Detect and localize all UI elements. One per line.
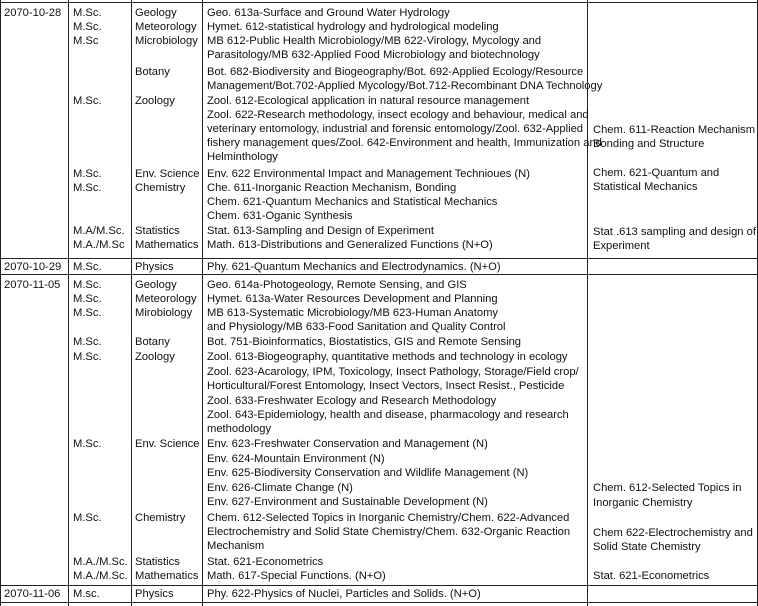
subject-line: Chem. 612-Selected Topics in Inorganic Chemistry/Chem. 622-Advanced [207,512,570,524]
practical-line: Stat .613 sampling and design of [593,226,756,238]
degree-cell: M.sc. [73,588,100,600]
column-divider-department [202,0,203,606]
degree-cell: M.Sc. [73,7,102,19]
subject-line: Management/Bot.702-Applied Mycology/Bot.712-Recombinant DNA Technology [207,80,603,92]
practical-line: Statistical Mechanics [593,181,698,193]
department-cell: Chemistry [135,512,186,524]
department-cell: Physics [135,588,174,600]
subject-line: Chem. 621-Quantum Mechanics and Statistical Mechanics [207,196,498,208]
subject-line: Bot. 751-Bioinformatics, Biostatistics, GIS and Remote Sensing [207,336,522,348]
subject-line: Parasitology/MB 632-Applied Food Microbiology and biotechnology [207,49,540,61]
column-divider-degree [131,0,132,606]
subject-line: Che. 611-Inorganic Reaction Mechanism, Bonding [207,182,457,194]
subject-line: Zool. 612-Ecological application in natural resource management [207,95,530,107]
degree-cell: M.Sc. [73,182,102,194]
department-cell: Mathematics [135,239,199,251]
practical-line: Experiment [593,240,650,252]
exam-date: 2070-10-29 [4,261,62,273]
subject-line: MB 613-Systematic Microbiology/MB 623-Human Anatomy [207,307,498,319]
degree-cell: M.Sc. [73,279,102,291]
department-cell: Env. Science [135,168,200,180]
subject-line: Env. 624-Mountain Environment (N) [207,453,385,465]
degree-cell: M.Sc. [73,21,102,33]
subject-line: Env. 625-Biodiversity Conservation and Wildlife Management (N) [207,467,529,479]
subject-line: Math. 617-Special Functions. (N+O) [207,570,386,582]
department-cell: Meteorology [135,21,197,33]
department-cell: Botany [135,336,170,348]
subject-line: Geo. 613a-Surface and Ground Water Hydrology [207,7,450,19]
department-cell: Statistics [135,225,180,237]
department-cell: Botany [135,66,170,78]
subject-line: Zool. 623-Acarology, IPM, Toxicology, Insect Pathology, Storage/Field crop/ [207,366,579,378]
subject-line: Helminthology [207,151,278,163]
subject-line: Mechanism [207,540,265,552]
degree-cell: M.Sc. [73,351,102,363]
degree-cell: M.Sc. [73,307,102,319]
subject-line: Hymet. 613a-Water Resources Development and Planning [207,293,498,305]
degree-cell: M.Sc. [73,168,102,180]
subject-line: Stat. 613-Sampling and Design of Experiment [207,225,434,237]
degree-cell: M.Sc. [73,293,102,305]
degree-cell: M.Sc. [73,438,102,450]
practical-line: Inorganic Chemistry [593,497,693,509]
degree-cell: M.A./M.Sc. [73,570,128,582]
degree-cell: M.A./M.Sc [73,239,125,251]
department-cell: Statistics [135,556,180,568]
practical-line: Chem. 621-Quantum and [593,167,720,179]
subject-line: Bot. 682-Biodiversity and Biogeography/Bot. 692-Applied Ecology/Resource [207,66,584,78]
subject-line: fishery management ques/Zool. 642-Environment and health, Immunization and [207,137,602,149]
subject-line: Phy. 622-Physics of Nuclei, Particles and Solids. (N+O) [207,588,481,600]
subject-line: Zool. 633-Freshwater Ecology and Research Methodology [207,395,497,407]
practical-line: Solid State Chemistry [593,541,701,553]
department-cell: Meteorology [135,293,197,305]
subject-line: Phy. 621-Quantum Mechanics and Electrodynamics. (N+O) [207,261,501,273]
row-divider [0,602,758,603]
practical-line: Bonding and Structure [593,138,705,150]
department-cell: Mathematics [135,570,199,582]
subject-line: Zool. 643-Epidemiology, health and disease, pharmacology and research [207,409,569,421]
subject-line: Env. 623-Freshwater Conservation and Management (N) [207,438,488,450]
row-divider [0,585,758,586]
subject-line: Horticultural/Forest Entomology, Insect Vectors, Insect Resist., Pesticide [207,380,565,392]
subject-line: Zool. 622-Research methodology, insect ecology and behaviour, medical and [207,109,589,121]
subject-line: methodology [207,423,272,435]
practical-line: Chem. 612-Selected Topics in [593,482,742,494]
department-cell: Mirobiology [135,307,193,319]
subject-line: Env. 622 Environmental Impact and Management Technioues (N) [207,168,530,180]
department-cell: Zoology [135,95,175,107]
degree-cell: M.Sc. [73,512,102,524]
exam-date: 2070-10-28 [4,7,62,19]
degree-cell: M.Sc. [73,261,102,273]
degree-cell: M.A./M.Sc. [73,556,128,568]
department-cell: Chemistry [135,182,186,194]
subject-line: MB 612-Public Health Microbiology/MB 622-Virology, Mycology and [207,35,542,47]
degree-cell: M.Sc. [73,95,102,107]
row-divider [0,2,758,3]
practical-line: Chem. 611-Reaction Mechanism [593,124,756,136]
degree-cell: M.Sc. [73,336,102,348]
practical-line: Chem 622-Electrochemistry and [593,527,753,539]
table-border-left [0,0,1,606]
subject-line: veterinary entomology, industrial and forensic entomology/Zool. 632-Applied [207,123,584,135]
department-cell: Geology [135,7,177,19]
subject-line: Env. 627-Environment and Sustainable Development (N) [207,496,488,508]
degree-cell: M.A/M.Sc. [73,225,125,237]
department-cell: Microbiology [135,35,198,47]
subject-line: Geo. 614a-Photogeology, Remote Sensing, and GIS [207,279,467,291]
subject-line: Chem. 631-Oganic Synthesis [207,210,353,222]
exam-date: 2070-11-05 [4,279,61,291]
subject-line: Zool. 613-Biogeography, quantitative methods and technology in ecology [207,351,568,363]
exam-date: 2070-11-06 [4,588,61,600]
column-divider-date [68,0,69,606]
department-cell: Geology [135,279,177,291]
department-cell: Env. Science [135,438,200,450]
subject-line: Hymet. 612-statistical hydrology and hydrological modeling [207,21,499,33]
subject-line: Electrochemistry and Solid State Chemistry/Chem. 632-Organic Reaction [207,526,571,538]
department-cell: Physics [135,261,174,273]
department-cell: Zoology [135,351,175,363]
degree-cell: M.Sc [73,35,99,47]
subject-line: Env. 626-Climate Change (N) [207,482,353,494]
subject-line: and Physiology/MB 633-Food Sanitation and Quality Control [207,321,506,333]
practical-line: Stat. 621-Econometrics [593,570,710,582]
subject-line: Math. 613-Distributions and Generalized Functions (N+O) [207,239,493,251]
row-divider [0,258,758,259]
subject-line: Stat. 621-Econometrics [207,556,324,568]
